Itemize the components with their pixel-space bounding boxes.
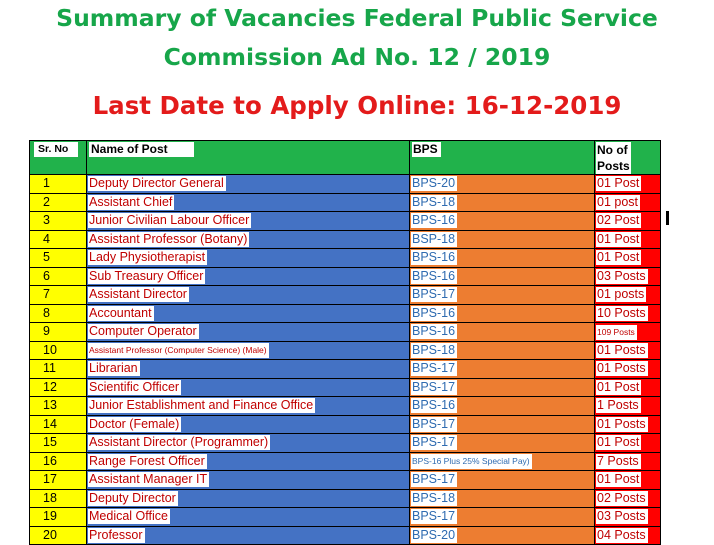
posts-cell: 01 Post <box>595 471 661 490</box>
table-row <box>30 508 661 527</box>
posts-cell: 03 Posts <box>595 508 661 527</box>
sr-cell: 8 <box>30 304 87 323</box>
sr-cell: 9 <box>30 323 87 342</box>
posts-cell: 01 post <box>595 193 661 212</box>
bps-cell: BPS-16 <box>410 249 595 268</box>
bps-cell: BPS-17 <box>410 508 595 527</box>
bps-cell: BPS-17 <box>410 360 595 379</box>
table-header-row <box>30 141 661 175</box>
post-name-cell: Accountant <box>87 304 410 323</box>
table-row <box>30 267 661 286</box>
table-row <box>30 378 661 397</box>
posts-cell: 02 Posts <box>595 489 661 508</box>
sr-cell: 18 <box>30 489 87 508</box>
table-row <box>30 175 661 194</box>
sr-cell: 15 <box>30 434 87 453</box>
sr-cell: 1 <box>30 175 87 194</box>
post-name-cell: Professor <box>87 526 410 545</box>
bps-cell: BPS-18 <box>410 489 595 508</box>
post-name-cell: Deputy Director <box>87 489 410 508</box>
sr-cell: 16 <box>30 452 87 471</box>
posts-cell: 01 Posts <box>595 415 661 434</box>
header-no-of-posts: No of Posts <box>595 141 661 175</box>
sr-cell: 3 <box>30 212 87 231</box>
posts-cell: 04 Posts <box>595 526 661 545</box>
table-row <box>30 360 661 379</box>
sr-cell: 17 <box>30 471 87 490</box>
sr-cell: 10 <box>30 341 87 360</box>
post-name-cell: Librarian <box>87 360 410 379</box>
bps-cell: BPS-16 <box>410 304 595 323</box>
table-row <box>30 434 661 453</box>
posts-cell: 01 Post <box>595 230 661 249</box>
bps-cell: BPS-20 <box>410 526 595 545</box>
sr-cell: 5 <box>30 249 87 268</box>
last-date-heading: Last Date to Apply Online: 16-12-2019 <box>92 91 622 120</box>
table-row <box>30 286 661 305</box>
bps-cell: BPS-20 <box>410 175 595 194</box>
vacancies-table <box>29 140 661 545</box>
posts-cell: 10 Posts <box>595 304 661 323</box>
bps-cell: BPS-17 <box>410 415 595 434</box>
table-row <box>30 212 661 231</box>
post-name-cell: Computer Operator <box>87 323 410 342</box>
sr-cell: 6 <box>30 267 87 286</box>
header-sr-no: Sr. No <box>30 141 87 175</box>
sr-cell: 13 <box>30 397 87 416</box>
bps-cell: BPS-17 <box>410 378 595 397</box>
title-line-2: Commission Ad No. 12 / 2019 <box>163 43 551 71</box>
table-row <box>30 323 661 342</box>
bps-cell: BPS-17 <box>410 434 595 453</box>
post-name-cell: Range Forest Officer <box>87 452 410 471</box>
posts-cell: 7 Posts <box>595 452 661 471</box>
table-row <box>30 452 661 471</box>
sr-cell: 12 <box>30 378 87 397</box>
post-name-cell: Assistant Director (Programmer) <box>87 434 410 453</box>
table-row <box>30 304 661 323</box>
table-row <box>30 230 661 249</box>
table-row <box>30 249 661 268</box>
sr-cell: 4 <box>30 230 87 249</box>
posts-cell: 01 Posts <box>595 341 661 360</box>
sr-cell: 11 <box>30 360 87 379</box>
posts-cell: 03 Posts <box>595 267 661 286</box>
bps-cell: BPS-16 <box>410 267 595 286</box>
posts-cell: 109 Posts <box>595 323 661 342</box>
table-row <box>30 397 661 416</box>
post-name-cell: Assistant Manager IT <box>87 471 410 490</box>
sr-cell: 19 <box>30 508 87 527</box>
table-row <box>30 341 661 360</box>
table-row <box>30 193 661 212</box>
post-name-cell: Deputy Director General <box>87 175 410 194</box>
post-name-cell: Doctor (Female) <box>87 415 410 434</box>
sr-cell: 14 <box>30 415 87 434</box>
post-name-cell: Scientific Officer <box>87 378 410 397</box>
post-name-cell: Sub Treasury Officer <box>87 267 410 286</box>
bps-cell: BPS-16 Plus 25% Special Pay) <box>410 452 595 471</box>
post-name-cell: Junior Establishment and Finance Office <box>87 397 410 416</box>
post-name-cell: Junior Civilian Labour Officer <box>87 212 410 231</box>
bps-cell: BPS-16 <box>410 397 595 416</box>
header-bps: BPS <box>410 141 595 175</box>
posts-cell: 01 Posts <box>595 360 661 379</box>
post-name-cell: Assistant Professor (Computer Science) (Male) <box>87 341 410 360</box>
bps-cell: BPS-18 <box>410 341 595 360</box>
bps-cell: BSP-18 <box>410 230 595 249</box>
table-row <box>30 415 661 434</box>
posts-cell: 1 Posts <box>595 397 661 416</box>
sr-cell: 7 <box>30 286 87 305</box>
bps-cell: BPS-18 <box>410 193 595 212</box>
table-row <box>30 471 661 490</box>
post-name-cell: Assistant Professor (Botany) <box>87 230 410 249</box>
table-row <box>30 489 661 508</box>
posts-cell: 01 Post <box>595 249 661 268</box>
posts-cell: 01 Post <box>595 434 661 453</box>
sr-cell: 20 <box>30 526 87 545</box>
posts-cell: 01 Post <box>595 175 661 194</box>
title-line-1: Summary of Vacancies Federal Public Service <box>56 4 658 32</box>
table-row <box>30 526 661 545</box>
post-name-cell: Lady Physiotherapist <box>87 249 410 268</box>
post-name-cell: Medical Office <box>87 508 410 527</box>
post-name-cell: Assistant Chief <box>87 193 410 212</box>
bps-cell: BPS-16 <box>410 212 595 231</box>
sr-cell: 2 <box>30 193 87 212</box>
posts-cell: 02 Post <box>595 212 661 231</box>
post-name-cell: Assistant Director <box>87 286 410 305</box>
header-name-of-post: Name of Post <box>87 141 410 175</box>
posts-cell: 01 posts <box>595 286 661 305</box>
posts-cell: 01 Post <box>595 378 661 397</box>
bps-cell: BPS-16 <box>410 323 595 342</box>
bps-cell: BPS-17 <box>410 286 595 305</box>
cursor-marker <box>666 211 669 225</box>
bps-cell: BPS-17 <box>410 471 595 490</box>
